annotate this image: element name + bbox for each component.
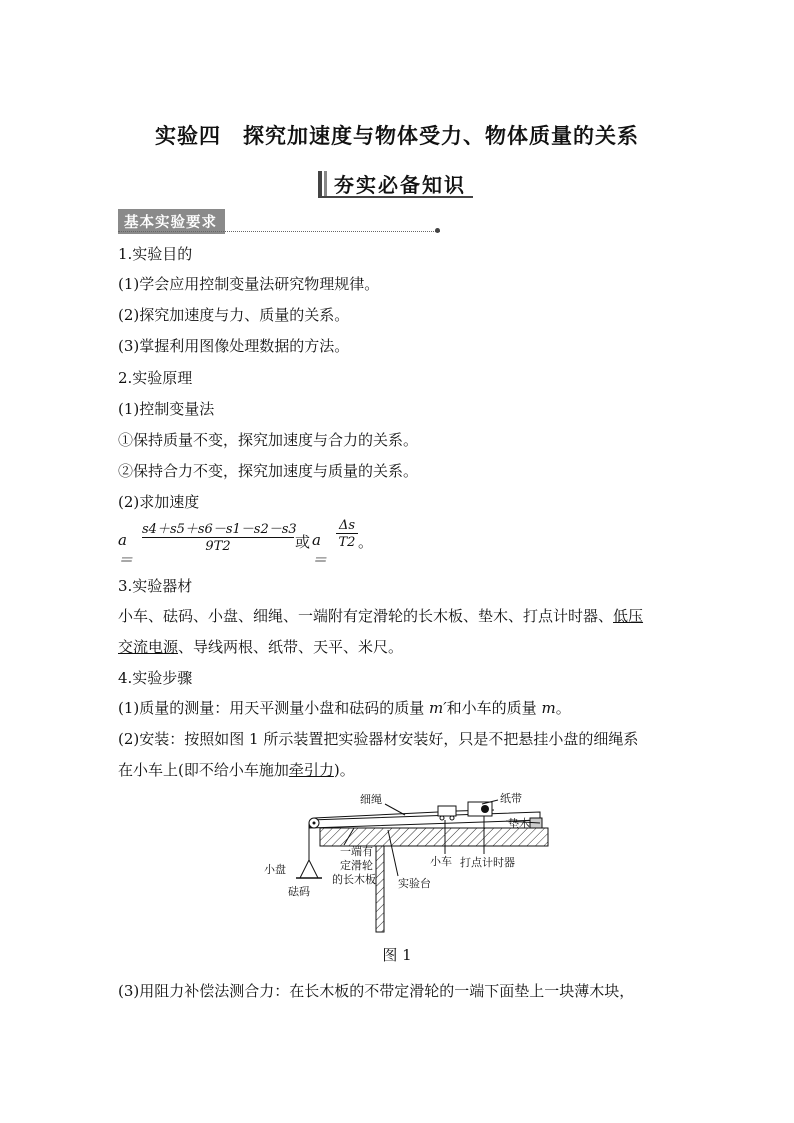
label-board: 一端有: [340, 845, 373, 858]
long-board: [310, 812, 540, 828]
label-board: 的长木板: [332, 873, 376, 886]
cart-body: [438, 806, 456, 816]
text-line: [118, 605, 643, 626]
banner-bar: [324, 171, 327, 196]
table-top: [320, 828, 548, 846]
text-span: )。: [333, 761, 355, 779]
formula-or: 或: [295, 533, 311, 551]
section-label: 基本实验要求: [118, 209, 225, 234]
label-board: 定滑轮: [340, 859, 373, 872]
cart-wheel: [440, 816, 444, 820]
section-banner: [318, 168, 473, 198]
text-line: [118, 636, 403, 657]
text-span: (1)质量的测量：用天平测量小盘和砝码的质量: [118, 699, 430, 717]
text-line: ①保持质量不变，探究加速度与合力的关系。: [118, 431, 419, 449]
variable: m′: [429, 699, 447, 717]
underlined-term: 交流电源: [118, 638, 179, 656]
apparatus-figure: [260, 790, 550, 935]
section-rule: [118, 231, 440, 232]
text-line: [118, 759, 355, 780]
table-leg: [376, 846, 384, 932]
text-line: (2)探究加速度与力、质量的关系。: [118, 306, 350, 324]
text-span: 和小车的质量: [446, 699, 542, 717]
formula-denominator: T2: [336, 533, 358, 550]
text-span: 在小车上(即不给小车施加: [118, 761, 289, 779]
formula-lhs: a＝: [118, 531, 134, 569]
formula-end: 。: [358, 533, 374, 551]
pan-triangle: [300, 860, 318, 878]
heading-purpose: 1.实验目的: [118, 245, 193, 263]
text-line: ②保持合力不变，探究加速度与质量的关系。: [118, 462, 419, 480]
text-span: 。: [555, 699, 571, 717]
underlined-term: 低压: [613, 607, 644, 625]
text-line: (3)掌握利用图像处理数据的方法。: [118, 337, 350, 355]
formula-numerator: s4＋s5＋s6－s1－s2－s3: [142, 522, 297, 537]
formula-fraction: [336, 518, 358, 550]
label-tape: 纸带: [500, 792, 522, 805]
banner-text: 夯实必备知识: [334, 173, 466, 197]
leader-line: [385, 804, 405, 815]
text-line: (1)控制变量法: [118, 400, 215, 418]
page-title: 实验四 探究加速度与物体受力、物体质量的关系: [155, 123, 639, 148]
text-line: [118, 697, 571, 718]
formula-numerator: Δs: [338, 518, 356, 533]
heading-steps: 4.实验步骤: [118, 669, 193, 687]
section-dot: [435, 228, 440, 233]
label-pan: 小盘: [264, 863, 286, 876]
text-span: 、导线两根、纸带、天平、米尺。: [178, 638, 404, 656]
label-rope: 细绳: [360, 793, 382, 806]
text-span: 小车、砝码、小盘、细绳、一端附有定滑轮的长木板、垫木、打点计时器、: [118, 607, 614, 625]
label-table: 实验台: [398, 877, 431, 890]
formula-denominator: 9T2: [142, 537, 294, 554]
label-timer: 打点计时器: [460, 856, 515, 869]
banner-bar: [318, 171, 322, 196]
heading-equipment: 3.实验器材: [118, 577, 193, 595]
figure-caption: 图 1: [382, 946, 412, 964]
text-line: (2)求加速度: [118, 493, 200, 511]
cart-wheel: [450, 816, 454, 820]
label-cart: 小车: [430, 855, 452, 868]
label-pad: 垫木: [508, 817, 530, 830]
formula-fraction: [142, 518, 297, 554]
text-line: (3)用阻力补偿法测合力：在长木板的不带定滑轮的一端下面垫上一块薄木块，: [118, 982, 635, 1000]
variable: m: [541, 699, 556, 717]
text-line: (1)学会应用控制变量法研究物理规律。: [118, 275, 380, 293]
timer-dot: [481, 805, 489, 813]
underlined-term: 牵引力: [288, 761, 334, 779]
heading-principle: 2.实验原理: [118, 369, 193, 387]
pulley-axle: [313, 822, 316, 825]
section-heading: [118, 209, 440, 233]
formula-lhs: a＝: [312, 531, 328, 569]
text-line: (2)安装：按照如图 1 所示装置把实验器材安装好，只是不把悬挂小盘的细绳系: [118, 730, 639, 748]
label-weight: 砝码: [288, 885, 310, 898]
